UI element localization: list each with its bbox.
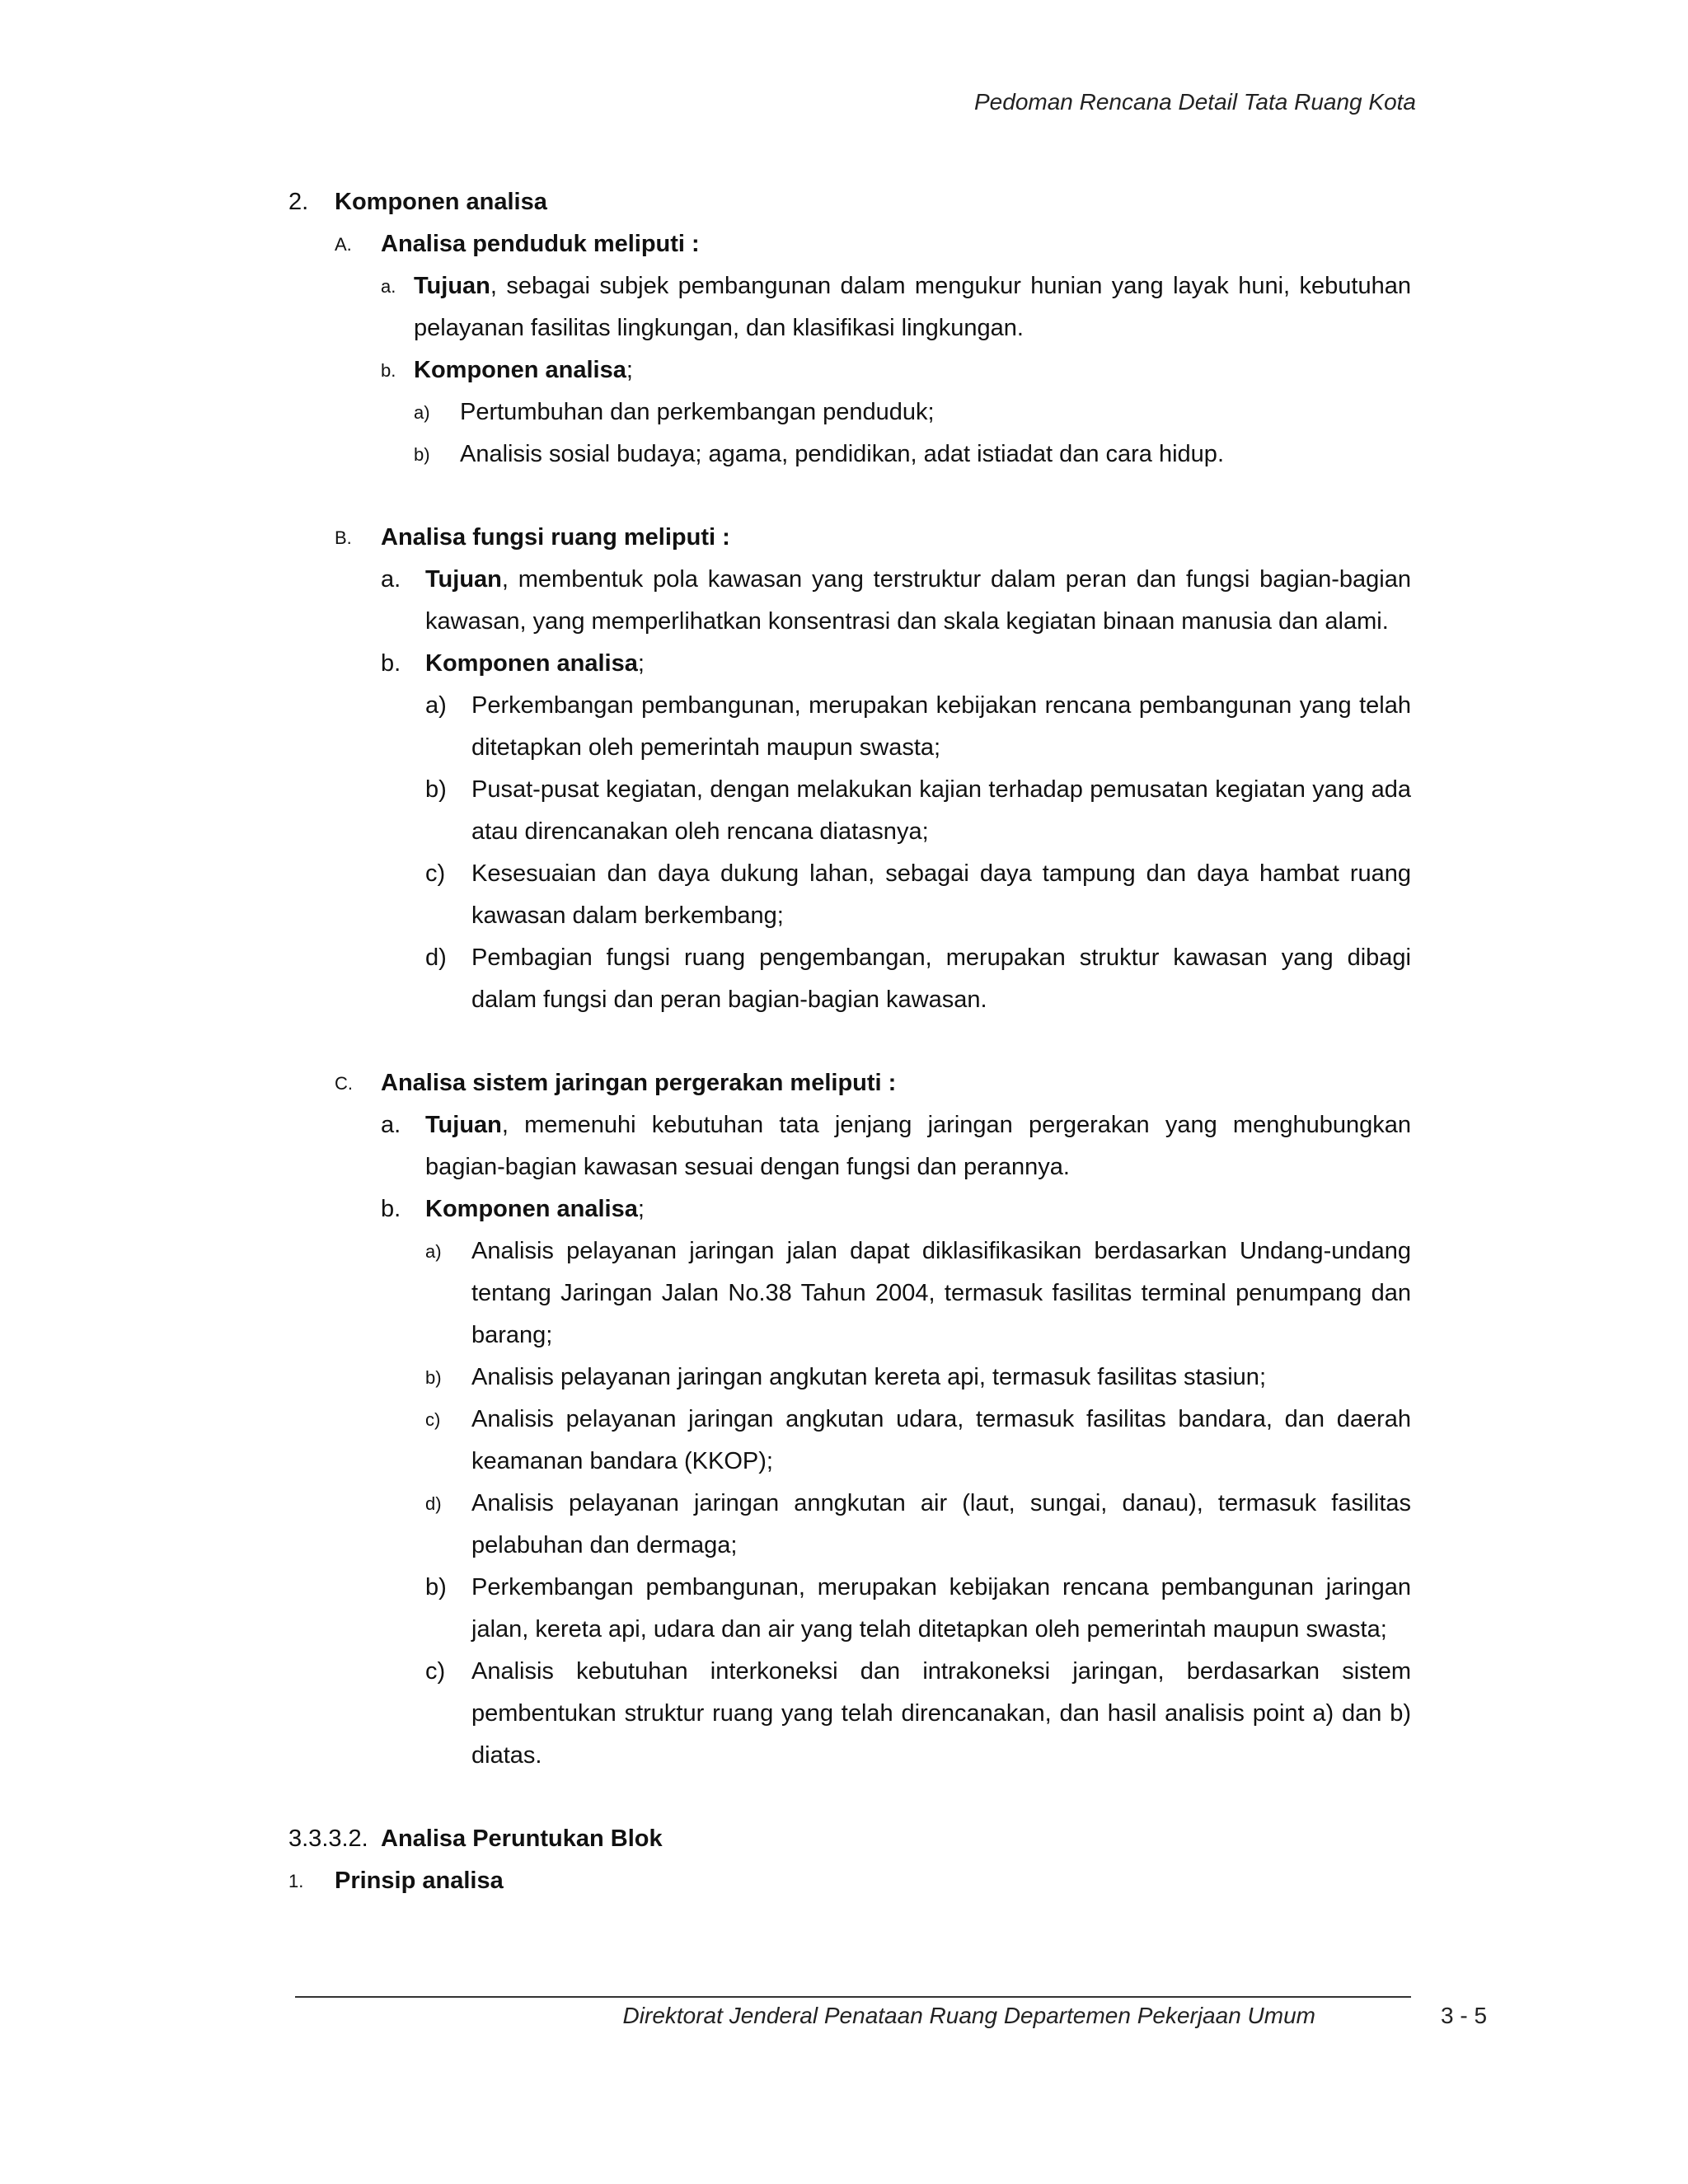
sub-list-text: Analisis pelayanan jaringan angkutan kereta api, termasuk fasilitas stasiun; (471, 1364, 1266, 1390)
subsection-marker: A. (335, 234, 352, 255)
sub-list-text: Kesesuaian dan daya dukung lahan, sebagai daya tampung dan daya hambat ruang kawasan dalam berkembang; (471, 860, 1411, 929)
list-text (425, 1188, 1411, 1230)
sub-list-marker: c) (425, 860, 446, 887)
sub-list-text: Perkembangan pembangunan, merupakan kebijakan rencana pembangunan yang telah ditetapkan oleh pemerintah maupun swasta; (471, 692, 1411, 761)
list-text (425, 559, 1411, 643)
term-text: , memenuhi kebutuhan tata jenjang jaringan pergerakan yang menghubungkan bagian-bagian kawasan sesuai dengan fungsi dan perannya. (425, 1112, 1411, 1180)
subsection-heading-c (288, 1062, 1411, 1104)
running-header: Pedoman Rencana Detail Tata Ruang Kota (974, 89, 1416, 115)
sub-list-item (288, 937, 1411, 1021)
sub-list-marker: b) (414, 444, 430, 465)
list-text (425, 643, 1411, 685)
sub-list-marker: a) (425, 1241, 442, 1262)
sub-list-text: Analisis sosial budaya; agama, pendidikan, adat istiadat dan cara hidup. (460, 441, 1224, 467)
sub-list-text: Pusat-pusat kegiatan, dengan melakukan kajian terhadap pemusatan kegiatan yang ada atau direncanakan oleh rencana diatasnya; (471, 776, 1411, 845)
list-item (288, 643, 1411, 685)
sub-list-marker: c) (425, 1658, 446, 1685)
term-bold: Komponen analisa (414, 357, 626, 383)
document-body (288, 181, 1411, 1902)
list-marker: a. (381, 1112, 401, 1138)
list-marker: a. (381, 276, 396, 297)
term-bold: Komponen analisa (425, 650, 638, 677)
section-heading (288, 1860, 1411, 1902)
footer-text: Direktorat Jenderal Penataan Ruang Departemen Pekerjaan Umum (622, 2003, 1315, 2028)
term-bold: Tujuan (425, 566, 502, 593)
sub-list-marker: a) (425, 692, 447, 719)
sub-list-text: Analisis pelayanan jaringan anngkutan air (laut, sungai, danau), termasuk fasilitas pelabuhan dan dermaga; (471, 1490, 1411, 1558)
term-bold: Tujuan (425, 1112, 502, 1138)
section-title: Analisa Peruntukan Blok (381, 1825, 663, 1852)
term-text: , sebagai subjek pembangunan dalam mengukur hunian yang layak huni, kebutuhan pelayanan fasilitas lingkungan, dan klasifikasi lingkungan. (414, 273, 1411, 341)
term-text: ; (637, 1196, 645, 1222)
sub-list-item (288, 1567, 1411, 1651)
sub-list-item (288, 1399, 1411, 1483)
list-text (414, 349, 1411, 391)
sub-list-marker: b) (425, 1367, 442, 1388)
footer-divider (295, 1996, 1411, 1998)
sub-list-item (288, 853, 1411, 937)
sub-list-item (288, 1230, 1411, 1357)
section-title: Prinsip analisa (335, 1868, 504, 1894)
sub-list-marker: c) (425, 1409, 441, 1430)
list-item (288, 559, 1411, 643)
sub-list-marker: b) (425, 776, 447, 803)
sub-list-marker: b) (425, 1574, 447, 1601)
term-bold: Tujuan (414, 273, 490, 299)
sub-list-item (288, 769, 1411, 853)
sub-list-marker: d) (425, 944, 447, 971)
list-item (288, 265, 1411, 349)
list-text (414, 265, 1411, 349)
sub-list-text: Analisis pelayanan jaringan jalan dapat diklasifikasikan berdasarkan Undang-undang tentang Jaringan Jalan No.38 Tahun 2004, termasuk fasilitas terminal penumpang dan barang; (471, 1238, 1411, 1348)
sub-list-text: Analisis kebutuhan interkoneksi dan intrakoneksi jaringan, berdasarkan sistem pembentukan struktur ruang yang telah direncanakan, dan hasil analisis point a) dan b) diatas. (471, 1658, 1411, 1769)
subsection-marker: C. (335, 1073, 353, 1094)
list-text (425, 1104, 1411, 1188)
sub-list-item (288, 434, 1411, 476)
subsection-title: Analisa sistem jaringan pergerakan meliputi : (381, 1070, 897, 1096)
sub-list-text: Pembagian fungsi ruang pengembangan, merupakan struktur kawasan yang dibagi dalam fungsi dan peran bagian-bagian kawasan. (471, 944, 1411, 1013)
term-text: ; (626, 357, 633, 383)
sub-list-marker: a) (414, 402, 430, 423)
sub-list-item (288, 1483, 1411, 1567)
subsection-marker: B. (335, 527, 352, 548)
section-number: 1. (288, 1871, 304, 1891)
subsection-title: Analisa fungsi ruang meliputi : (381, 524, 730, 551)
sub-list-marker: d) (425, 1493, 442, 1514)
list-item (288, 1188, 1411, 1230)
sub-list-item (288, 685, 1411, 769)
section-heading (288, 1818, 1411, 1860)
sub-list-text: Perkembangan pembangunan, merupakan kebijakan rencana pembangunan jaringan jalan, kereta api, udara dan air yang telah ditetapkan oleh pemerintah maupun swasta; (471, 1574, 1411, 1643)
list-marker: b. (381, 1196, 401, 1222)
sub-list-item (288, 391, 1411, 434)
list-marker: b. (381, 650, 401, 677)
sub-list-text: Analisis pelayanan jaringan angkutan udara, termasuk fasilitas bandara, dan daerah keamanan bandara (KKOP); (471, 1406, 1411, 1474)
section-number: 3.3.3.2. (288, 1825, 368, 1852)
list-marker: b. (381, 360, 396, 381)
subsection-heading-b (288, 517, 1411, 559)
sub-list-text: Pertumbuhan dan perkembangan penduduk; (460, 399, 935, 425)
section-number: 2. (288, 189, 309, 215)
list-item (288, 349, 1411, 391)
list-item (288, 1104, 1411, 1188)
subsection-heading-a (288, 223, 1411, 265)
list-marker: a. (381, 566, 401, 593)
sub-list-item (288, 1357, 1411, 1399)
term-bold: Komponen analisa (425, 1196, 638, 1222)
section-heading (288, 181, 1411, 223)
subsection-title: Analisa penduduk meliputi : (381, 231, 700, 257)
sub-list-item (288, 1651, 1411, 1777)
section-title: Komponen analisa (335, 189, 547, 215)
term-text: ; (637, 650, 645, 677)
page-number: 3 - 5 (1441, 2003, 1488, 2028)
term-text: , membentuk pola kawasan yang terstruktur dalam peran dan fungsi bagian-bagian kawasan, yang memperlihatkan konsentrasi dan skala kegiatan binaan manusia dan alami. (425, 566, 1411, 635)
